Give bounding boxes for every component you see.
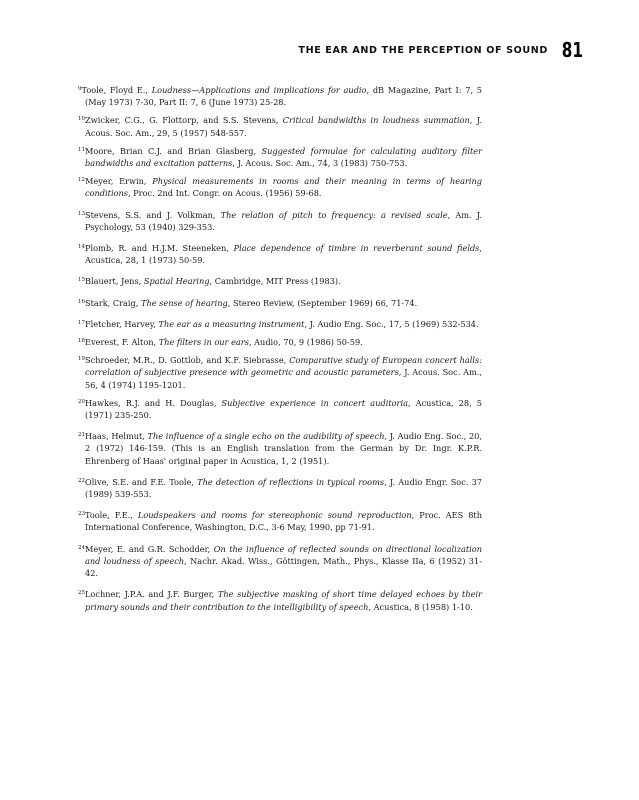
- reference-source: , Audio, 70, 9 (1986) 50-59.: [248, 337, 363, 348]
- reference-title: Loudness—Applications and implications for audio: [151, 85, 367, 95]
- reference-title: Spatial Hearing: [143, 276, 210, 287]
- reference-number: 14: [78, 244, 85, 251]
- chapter-title: THE EAR AND THE PERCEPTION OF SOUND: [298, 45, 548, 56]
- reference-authors: Meyer, E. and G.R. Schodder,: [85, 543, 214, 554]
- reference-title: The subjective masking of short time delayed echoes by their primary sounds and their contribution to the intelligibility of speech: [85, 589, 482, 612]
- reference-authors: Moore, Brian C.J. and Brian Glasberg,: [85, 145, 262, 156]
- reference-source: , J. Audio Eng. Soc., 20, 2 (1972) 146-159. (This is an English translation from the German by Dr. Ingr. K.P.R. Ehrenberg of Haas' original paper in Acustica, 1, 2 (1951).: [85, 431, 482, 466]
- reference-authors: Fletcher, Harvey,: [85, 318, 159, 329]
- reference-number: 15: [78, 277, 85, 284]
- page-number: 81: [561, 38, 583, 62]
- reference-source: , Acustica, 8 (1958) 1-10.: [368, 601, 473, 612]
- reference-source: , Proc. 2nd Int. Congr. on Acous. (1956) 59-68.: [127, 188, 322, 199]
- reference-title: On the influence of reflected sounds on directional localization and loudness of speech: [85, 543, 482, 566]
- reference-authors: Haas, Helmut,: [85, 431, 148, 442]
- reference-authors: Schroeder, M.R., D. Gottlob, and K.F. Siebrasse,: [85, 355, 290, 366]
- reference-entry: [78, 242, 482, 266]
- reference-title: Critical bandwidths in loudness summation: [282, 115, 470, 126]
- reference-number: 20: [78, 398, 85, 405]
- reference-entry: [78, 397, 482, 421]
- reference-title: The sense of hearing: [141, 297, 228, 308]
- reference-title: Suggested formulae for calculating auditory filter bandwidths and excitation patterns: [85, 145, 482, 169]
- reference-title: The relation of pitch to frequency: a revised scale: [220, 209, 448, 220]
- reference-authors: Meyer, Erwin,: [85, 176, 153, 187]
- reference-number: 24: [78, 544, 85, 551]
- reference-authors: Blauert, Jens,: [85, 276, 144, 287]
- reference-source: , J. Acous. Soc. Am., 74, 3 (1983) 750-753.: [232, 158, 408, 169]
- reference-number: 13: [78, 210, 85, 217]
- reference-number: 22: [78, 477, 85, 484]
- reference-source: , J. Acous. Soc. Am., 56, 4 (1974) 1195-1201.: [85, 367, 482, 390]
- reference-authors: Stark, Craig,: [85, 297, 141, 308]
- reference-title: Subjective experience in concert auditoria: [221, 397, 408, 408]
- reference-source: , J. Audio Engr. Soc. 37 (1989) 539-553.: [85, 476, 483, 500]
- reference-entry: [78, 354, 482, 391]
- reference-number: 11: [78, 146, 85, 153]
- reference-entry: [78, 543, 482, 580]
- reference-entry: [78, 430, 482, 467]
- reference-title: The filters in our ears: [158, 337, 249, 348]
- reference-source: , J. Acous. Soc. Am., 29, 5 (1957) 548-557.: [85, 115, 482, 138]
- reference-entry: [78, 318, 482, 330]
- reference-authors: Lochner, J.P.A. and J.F. Burger,: [85, 589, 218, 600]
- reference-title: The influence of a single echo on the audibility of speech: [147, 431, 385, 442]
- reference-authors: Stevens, S.S. and J. Volkman,: [85, 209, 221, 220]
- reference-source: , Cambridge, MIT Press (1983).: [209, 276, 341, 287]
- reference-authors: Plomb, R. and H.J.M. Steeneken,: [85, 243, 234, 254]
- reference-source: , J. Audio Eng. Soc., 17, 5 (1969) 532-534.: [304, 318, 479, 329]
- reference-entry: [78, 209, 482, 233]
- reference-source: , Acustica, 28, 5 (1971) 235-250.: [85, 397, 483, 421]
- reference-number: 10: [78, 116, 85, 123]
- reference-authors: Everest, F. Alton,: [85, 337, 159, 348]
- reference-number: 19: [78, 356, 85, 363]
- reference-entry: [78, 297, 482, 309]
- reference-authors: Zwicker, C.G., G. Flottorp, and S.S. Stevens,: [85, 115, 283, 126]
- reference-source: , dB Magazine, Part I: 7, 5 (May 1973) 7-30, Part II: 7, 6 (June 1973) 25-28.: [85, 85, 482, 108]
- reference-authors: Hawkes, R.J. and H. Douglas,: [85, 397, 222, 408]
- reference-number: 9: [78, 86, 82, 92]
- reference-title: Place dependence of timbre in reverberant sound fields: [233, 243, 480, 254]
- reference-authors: Olive, S.E. and F.E. Toole,: [85, 476, 198, 487]
- reference-source: , Nachr. Akad. Wiss., Göttingen, Math., Phys., Klasse IIa, 6 (1952) 31-42.: [85, 555, 482, 579]
- reference-list: [78, 84, 482, 613]
- reference-authors: Toole, Floyd E.,: [81, 85, 152, 95]
- reference-number: 23: [78, 511, 85, 518]
- reference-entry: [78, 476, 482, 500]
- reference-entry: [78, 588, 482, 612]
- reference-number: 17: [78, 319, 85, 326]
- reference-title: Loudspeakers and rooms for stereophonic sound reproduction: [137, 510, 412, 521]
- reference-entry: [78, 84, 482, 108]
- reference-source: , Proc. AES 8th International Conference, Washington, D.C., 3-6 May, 1990, pp 71-91.: [85, 510, 482, 533]
- reference-entry: [78, 336, 482, 348]
- reference-title: The ear as a measuring instrument: [158, 318, 305, 329]
- reference-source: , Am. J. Psychology, 53 (1940) 329-353.: [85, 209, 482, 232]
- reference-entry: [78, 175, 482, 199]
- reference-entry: [78, 509, 482, 533]
- reference-number: 21: [78, 432, 85, 439]
- reference-source: , Stereo Review, (September 1969) 66, 71-74.: [227, 297, 418, 308]
- reference-title: Comparative study of European concert halls: correlation of subjective presence with geometric and acoustic parameters: [85, 355, 482, 378]
- reference-entry: [78, 275, 482, 287]
- running-header: [298, 40, 583, 60]
- reference-number: 25: [78, 590, 85, 597]
- reference-number: 18: [78, 338, 85, 345]
- reference-number: 12: [78, 177, 85, 184]
- reference-entry: [78, 114, 482, 138]
- reference-number: 16: [78, 298, 85, 305]
- reference-source: , Acustica, 28, 1 (1973) 50-59.: [85, 243, 482, 266]
- reference-authors: Toole, F.E.,: [85, 510, 138, 521]
- reference-title: Physical measurements in rooms and their meaning in terms of hearing conditions: [85, 176, 482, 199]
- reference-title: The detection of reflections in typical rooms: [197, 476, 385, 487]
- reference-entry: [78, 145, 482, 169]
